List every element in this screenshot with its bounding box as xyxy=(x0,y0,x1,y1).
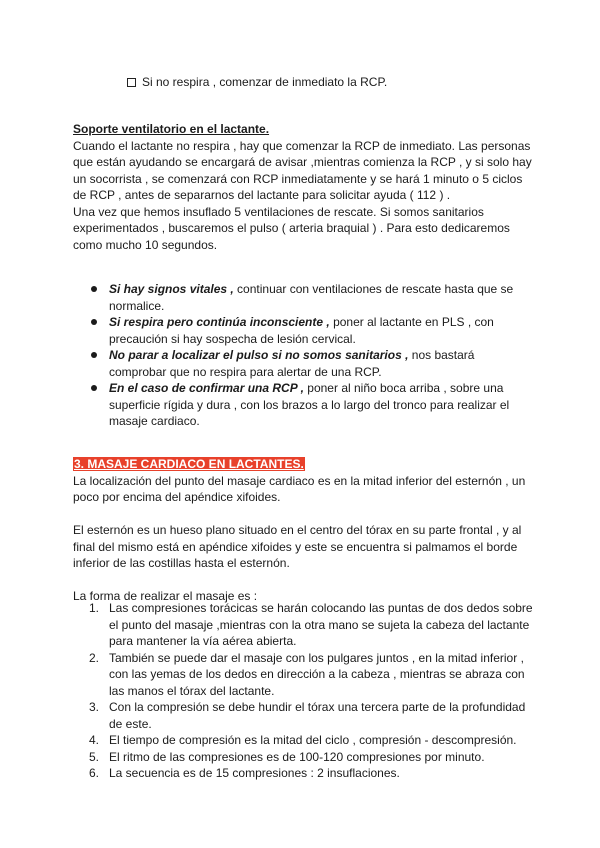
checklist-item xyxy=(127,74,387,91)
list-item-emphasis: Si respira pero continúa inconsciente , xyxy=(109,315,330,329)
list-item xyxy=(109,314,534,347)
list-number: 3. xyxy=(89,700,100,714)
list-item-text: El tiempo de compresión es la mitad del ciclo , compresión - descompresión. xyxy=(109,733,517,747)
section-masaje xyxy=(73,456,533,605)
list-item xyxy=(89,600,534,650)
list-item-text: nos bastará comprobar que no respira para alertar de una RCP. xyxy=(109,348,475,379)
list-item-text: poner al lactante en PLS , con precaución si hay sospecha de lesión cervical. xyxy=(109,315,494,346)
list-item xyxy=(109,281,534,314)
paragraph: Una vez que hemos insuflado 5 ventilaciones de rescate. Si somos sanitarios experimentados , buscaremos el pulso ( arteria braquial ) . Para esto dedicaremos como mucho 10 segundos. xyxy=(73,204,510,252)
list-item xyxy=(89,749,534,766)
section-heading-ventilatorio: Soporte ventilatorio en el lactante. xyxy=(73,122,270,136)
list-item xyxy=(89,732,534,749)
bullet-icon xyxy=(91,319,97,325)
checklist-item-text: Si no respira , comenzar de inmediato la RCP. xyxy=(142,75,388,89)
list-number: 4. xyxy=(89,733,100,747)
paragraph: La localización del punto del masaje cardiaco es en la mitad inferior del esternón , un poco por encima del apéndice xifoides. xyxy=(73,473,526,504)
list-item-emphasis: Si hay signos vitales , xyxy=(109,282,234,296)
bullet-list xyxy=(109,281,534,430)
list-item xyxy=(89,650,534,700)
checkbox-icon xyxy=(127,78,136,87)
list-item-text: También se puede dar el masaje con los pulgares juntos , en la mitad inferior , con las yemas de los dedos en dirección a la cabeza , mientras se abraza con las manos el tórax del lactante. xyxy=(109,650,525,698)
list-number: 5. xyxy=(89,749,100,764)
list-item-emphasis: En el caso de confirmar una RCP , xyxy=(109,381,304,395)
list-item-text: poner al niño boca arriba , sobre una superficie rígida y dura , con los brazos a lo largo del tronco para realizar el masaje cardiaco. xyxy=(109,381,510,428)
list-item-text: El ritmo de las compresiones es de 100-120 compresiones por minuto. xyxy=(109,749,485,764)
numbered-list xyxy=(89,600,534,782)
list-item-text: Las compresiones torácicas se harán colocando las puntas de dos dedos sobre el punto del masaje ,mientras con la otra mano se sujeta la cabeza del lactante para mantener la vía aérea abierta. xyxy=(109,601,533,648)
section-heading-masaje: 3. MASAJE CARDIACO EN LACTANTES. xyxy=(74,457,304,471)
section-heading-masaje-wrapper xyxy=(73,456,533,473)
list-item xyxy=(109,380,534,430)
section-ventilatorio xyxy=(73,121,533,253)
list-item xyxy=(89,699,534,732)
paragraph: Cuando el lactante no respira , hay que comenzar la RCP de inmediato. Las personas que están ayudando se encargará de avisar ,mientras comienza la RCP , y si solo hay un socorrista , se comenzará con RCP inmediatamente y se hará 1 minuto o 5 ciclos de RCP , antes de separarnos del lactante para solicitar ayuda ( 112 ) . xyxy=(73,138,532,202)
bullet-icon xyxy=(91,385,97,391)
paragraph: La forma de realizar el masaje es : xyxy=(73,589,258,603)
list-item-text: La secuencia es de 15 compresiones : 2 insuflaciones. xyxy=(109,766,400,780)
list-number: 6. xyxy=(89,766,100,780)
bullet-icon xyxy=(91,286,97,292)
list-item-text: continuar con ventilaciones de rescate hasta que se normalice. xyxy=(109,282,514,313)
list-item-text: Con la compresión se debe hundir el tórax una tercera parte de la profundidad de este. xyxy=(109,700,526,731)
paragraph: El esternón es un hueso plano situado en el centro del tórax en su parte frontal , y al final del mismo está en apéndice xifoides y este se encuentra si palmamos el borde inferior de las costillas hasta el esternón. xyxy=(73,523,522,570)
list-item-emphasis: No parar a localizar el pulso si no somos sanitarios , xyxy=(109,348,409,362)
list-number: 2. xyxy=(89,650,100,665)
list-number: 1. xyxy=(89,601,100,615)
bullet-icon xyxy=(91,352,97,358)
list-item xyxy=(89,765,534,782)
list-item xyxy=(109,347,534,380)
